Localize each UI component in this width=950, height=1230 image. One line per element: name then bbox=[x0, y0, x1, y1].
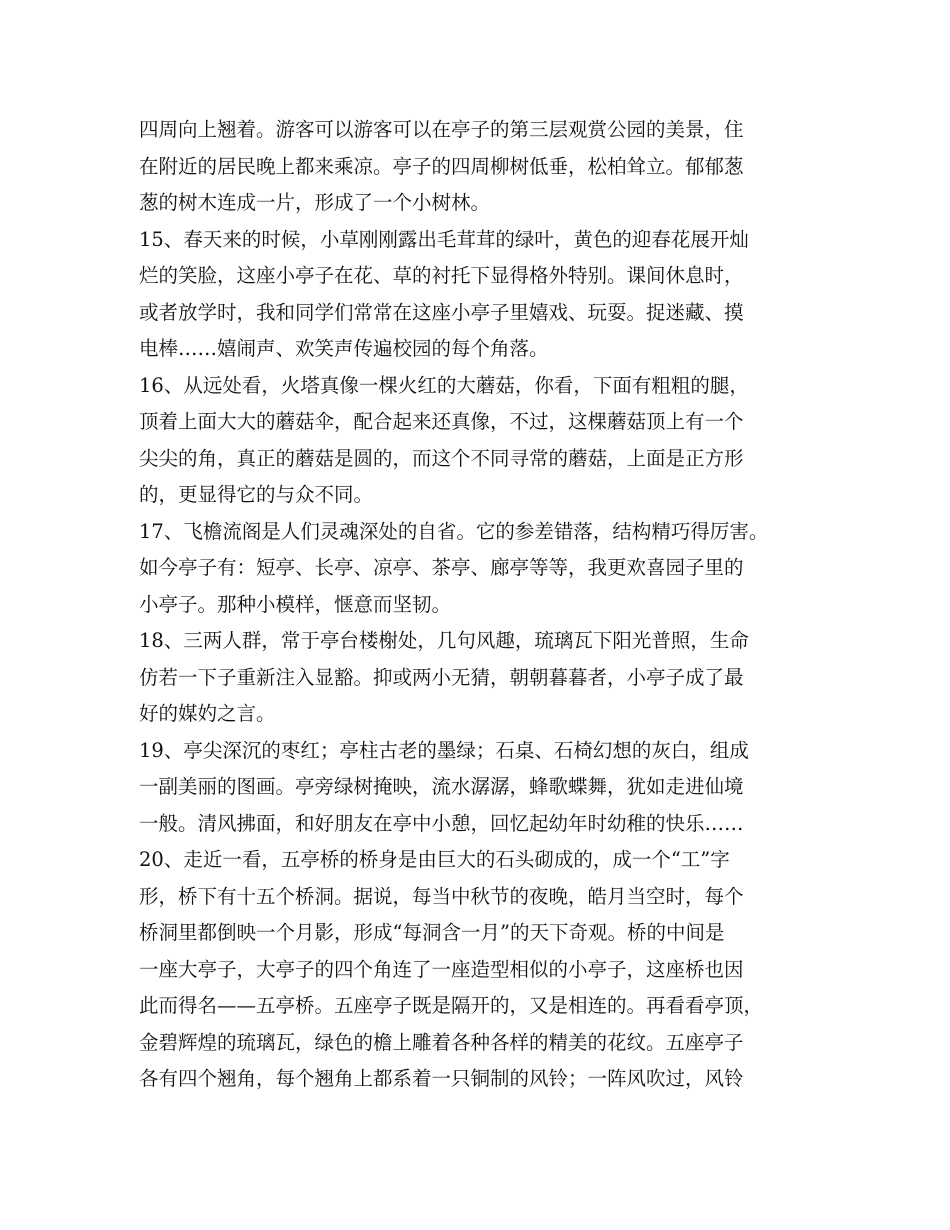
text-line: 此而得名——五亭桥。五座亭子既是隔开的，又是相连的。再看看亭顶， bbox=[139, 994, 764, 1017]
text-line: 葱的树木连成一片，形成了一个小树林。 bbox=[139, 191, 491, 214]
text-line: 如今亭子有：短亭、长亭、凉亭、茶亭、廊亭等等，我更欢喜园子里的 bbox=[139, 556, 744, 579]
text-line: 好的媒妁之言。 bbox=[139, 702, 276, 725]
text-line: 一副美丽的图画。亭旁绿树掩映，流水潺潺，蜂歌蝶舞，犹如走进仙境 bbox=[139, 775, 744, 798]
text-line: 19、亭尖深沉的枣红；亭柱古老的墨绿；石桌、石椅幻想的灰白，组成 bbox=[139, 738, 749, 762]
text-line: 形，桥下有十五个桥洞。据说，每当中秋节的夜晚，皓月当空时，每个 bbox=[139, 884, 744, 908]
text-line: 仿若一下子重新注入显豁。抑或两小无猜，朝朝暮暮者，小亭子成了最 bbox=[139, 665, 744, 689]
text-line: 金碧辉煌的琉璃瓦，绿色的檐上雕着各种各样的精美的花纹。五座亭子 bbox=[139, 1030, 744, 1054]
text-line: 一座大亭子，大亭子的四个角连了一座造型相似的小亭子，这座桥也因 bbox=[139, 957, 744, 981]
text-line: 或者放学时，我和同学们常常在这座小亭子里嬉戏、玩耍。捉迷藏、摸 bbox=[139, 300, 744, 324]
text-line: 20、走近一看，五亭桥的桥身是由巨大的石头砌成的，成一个“工”字 bbox=[139, 848, 730, 871]
text-line: 各有四个翘角，每个翘角上都系着一只铜制的风铃；一阵风吹过，风铃 bbox=[139, 1067, 744, 1090]
text-line: 电棒……嬉闹声、欢笑声传遍校园的每个角落。 bbox=[139, 337, 549, 360]
text-line: 的，更显得它的与众不同。 bbox=[139, 483, 374, 506]
text-line: 桥洞里都倒映一个月影，形成“每洞含一月”的天下奇观。桥的中间是 bbox=[139, 921, 725, 944]
text-line: 小亭子。那种小模样，惬意而坚韧。 bbox=[139, 592, 452, 616]
text-line: 17、飞檐流阁是人们灵魂深处的自省。它的参差错落，结构精巧得厉害。 bbox=[139, 519, 769, 543]
text-line: 16、从远处看，火塔真像一棵火红的大蘑菇，你看，下面有粗粗的腿， bbox=[139, 373, 749, 397]
text-line: 四周向上翘着。游客可以游客可以在亭子的第三层观赏公园的美景，住 bbox=[139, 118, 744, 141]
text-line: 顶着上面大大的蘑菇伞，配合起来还真像，不过，这棵蘑菇顶上有一个 bbox=[139, 410, 744, 433]
text-line: 在附近的居民晚上都来乘凉。亭子的四周柳树低垂，松柏耸立。郁郁葱 bbox=[139, 154, 744, 178]
document-body bbox=[139, 112, 819, 1098]
text-line: 一般。清风拂面，和好朋友在亭中小憩，回忆起幼年时幼稚的快乐…… bbox=[139, 811, 744, 835]
text-line: 18、三两人群，常于亭台楼榭处，几句风趣，琉璃瓦下阳光普照，生命 bbox=[139, 629, 749, 652]
text-line: 烂的笑脸，这座小亭子在花、草的衬托下显得格外特别。课间休息时， bbox=[139, 264, 744, 287]
text-line: 15、春天来的时候，小草刚刚露出毛茸茸的绿叶，黄色的迎春花展开灿 bbox=[139, 227, 749, 251]
text-line: 尖尖的角，真正的蘑菇是圆的，而这个不同寻常的蘑菇，上面是正方形 bbox=[139, 446, 744, 470]
